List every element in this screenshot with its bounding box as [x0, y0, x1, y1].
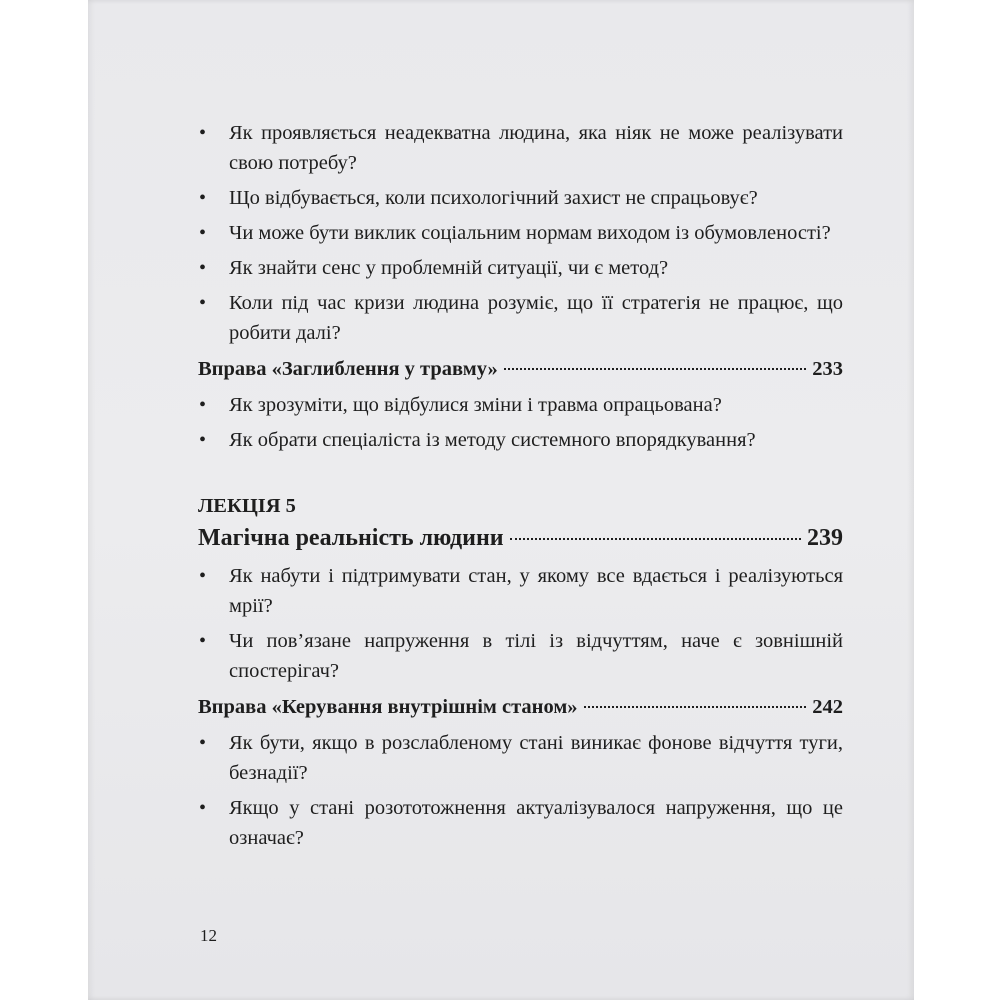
- bullet-icon: •: [199, 187, 207, 209]
- lecture-label: ЛЕКЦІЯ 5: [198, 495, 296, 517]
- table-of-contents: [198, 118, 843, 858]
- list-item: • Коли під час кризи людина розуміє, що її стратегія не працює, що робити далі?: [198, 288, 843, 348]
- bullet-icon: •: [199, 122, 207, 144]
- list-item: • Як проявляється неадекватна людина, яка ніяк не може реалізувати свою потребу?: [198, 118, 843, 178]
- toc-entry-title: Вправа «Заглиблення у травму»: [198, 358, 498, 380]
- list-item: • Якщо у стані розототожнення актуалізувалося напруження, що це означає?: [198, 793, 843, 853]
- toc-entry-page: 233: [812, 358, 843, 380]
- bullet-icon: •: [199, 257, 207, 279]
- bullet-icon: •: [199, 732, 207, 754]
- bullet-icon: •: [199, 565, 207, 587]
- list-item: • Як обрати спеціаліста із методу системного впорядкування?: [198, 425, 843, 455]
- dot-leader: [584, 706, 807, 708]
- dot-leader: [504, 368, 807, 370]
- bullet-icon: •: [199, 797, 207, 819]
- toc-entry-title: Вправа «Керування внутрішнім станом»: [198, 696, 578, 718]
- page-number: 12: [200, 926, 217, 945]
- list-item: • Як бути, якщо в розслабленому стані виникає фонове відчуття туги, безнадії?: [198, 728, 843, 788]
- bullet-icon: •: [199, 292, 207, 314]
- toc-entry-page: 239: [807, 525, 843, 551]
- toc-entry-exercise-1: [198, 354, 843, 384]
- bullet-icon: •: [199, 429, 207, 451]
- list-item: • Чи може бути виклик соціальним нормам виходом із обумовленості?: [198, 218, 843, 248]
- bullet-icon: •: [199, 222, 207, 244]
- bullet-icon: •: [199, 630, 207, 652]
- dot-leader: [510, 538, 801, 540]
- toc-entry-title: Магічна реальність людини: [198, 525, 504, 551]
- toc-entry-page: 242: [812, 696, 843, 718]
- list-item: • Що відбувається, коли психологічний захист не спрацьовує?: [198, 183, 843, 213]
- bullet-icon: •: [199, 394, 207, 416]
- list-item: • Як знайти сенс у проблемній ситуації, чи є метод?: [198, 253, 843, 283]
- toc-entry-exercise-2: [198, 692, 843, 722]
- list-item: • Як зрозуміти, що відбулися зміни і травма опрацьована?: [198, 390, 843, 420]
- list-item: • Чи пов’язане напруження в тілі із відчуттям, наче є зовнішній спостерігач?: [198, 626, 843, 686]
- toc-entry-lecture: [198, 521, 843, 555]
- list-item: • Як набути і підтримувати стан, у якому все вдається і реалізуються мрії?: [198, 561, 843, 621]
